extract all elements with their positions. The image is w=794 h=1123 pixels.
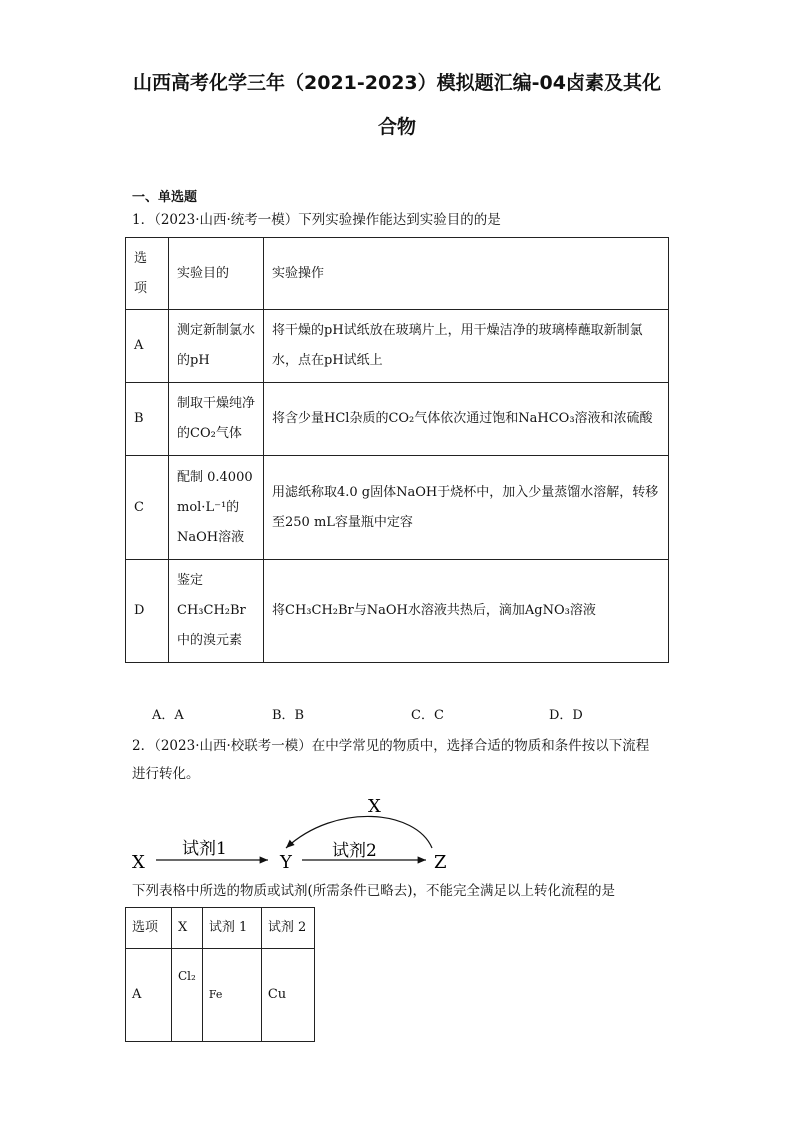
question-1-stem: 1．（2023·山西·统考一模）下列实验操作能达到实验目的的是 [132,212,501,228]
operation-cell: 用滤纸称取4.0 g固体NaOH于烧杯中，加入少量蒸馏水溶解，转移至250 mL容量瓶中定容 [264,456,669,560]
flow-x: X [132,852,145,873]
table-header-row [126,908,315,949]
table-header-row [126,238,669,310]
reagent-2-cell: Cu [261,949,314,1042]
aim-cell: 制取干燥纯净的CO₂气体 [169,383,264,456]
option-letter: C [126,456,169,560]
header-option: 选项 [126,908,172,949]
x-cell: Cl₂ [172,949,203,1042]
choice-d[interactable]: D．D [549,708,583,723]
question-2-stem-line1: 2．（2023·山西·校联考一模）在中学常见的物质中，选择合适的物质和条件按以下流程 [132,738,650,754]
table-row [126,310,669,383]
question-1-table [125,237,669,663]
section-heading: 一、单选题 [132,190,198,205]
flow-z: Z [434,852,447,873]
choice-b[interactable]: B．B [272,708,305,723]
header-reagent-1: 试剂 1 [202,908,261,949]
flow-top-x: X [368,796,381,817]
header-aim: 实验目的 [169,238,264,310]
option-letter: B [126,383,169,456]
option-letter: D [126,560,169,663]
table-row [126,456,669,560]
question-2-stem-line2: 进行转化。 [132,766,200,782]
conversion-flow-diagram [126,790,466,880]
header-x: X [172,908,203,949]
table-row [126,949,315,1042]
reagent-1-label: 试剂1 [182,839,227,859]
operation-cell: 将干燥的pH试纸放在玻璃片上，用干燥洁净的玻璃棒蘸取新制氯水，点在pH试纸上 [264,310,669,383]
question-2-sub-stem: 下列表格中所选的物质或试剂(所需条件已略去)，不能完全满足以上转化流程的是 [132,883,616,899]
header-operation: 实验操作 [264,238,669,310]
operation-cell: 将含少量HCl杂质的CO₂气体依次通过饱和NaHCO₃溶液和浓硫酸 [264,383,669,456]
question-2-stem [132,732,672,788]
option-letter: A [126,949,172,1042]
table-row [126,383,669,456]
choice-c[interactable]: C．C [411,708,444,723]
reagent-2-label: 试剂2 [332,841,377,861]
header-option: 选项 [126,238,169,310]
reagent-1-cell: Fe [202,949,261,1042]
option-letter: A [126,310,169,383]
header-reagent-2: 试剂 2 [261,908,314,949]
aim-cell: 配制 0.4000 mol·L⁻¹的NaOH溶液 [169,456,264,560]
flow-y: Y [280,852,292,873]
question-2-table [125,907,315,1042]
document-title-line1: 山西高考化学三年（2021-2023）模拟题汇编-04卤素及其化 [133,72,661,94]
aim-cell: 鉴定CH₃CH₂Br中的溴元素 [169,560,264,663]
operation-cell: 将CH₃CH₂Br与NaOH水溶液共热后，滴加AgNO₃溶液 [264,560,669,663]
table-row [126,560,669,663]
aim-cell: 测定新制氯水的pH [169,310,264,383]
choice-a[interactable]: A．A [152,708,184,723]
document-title-line2: 合物 [377,116,416,138]
